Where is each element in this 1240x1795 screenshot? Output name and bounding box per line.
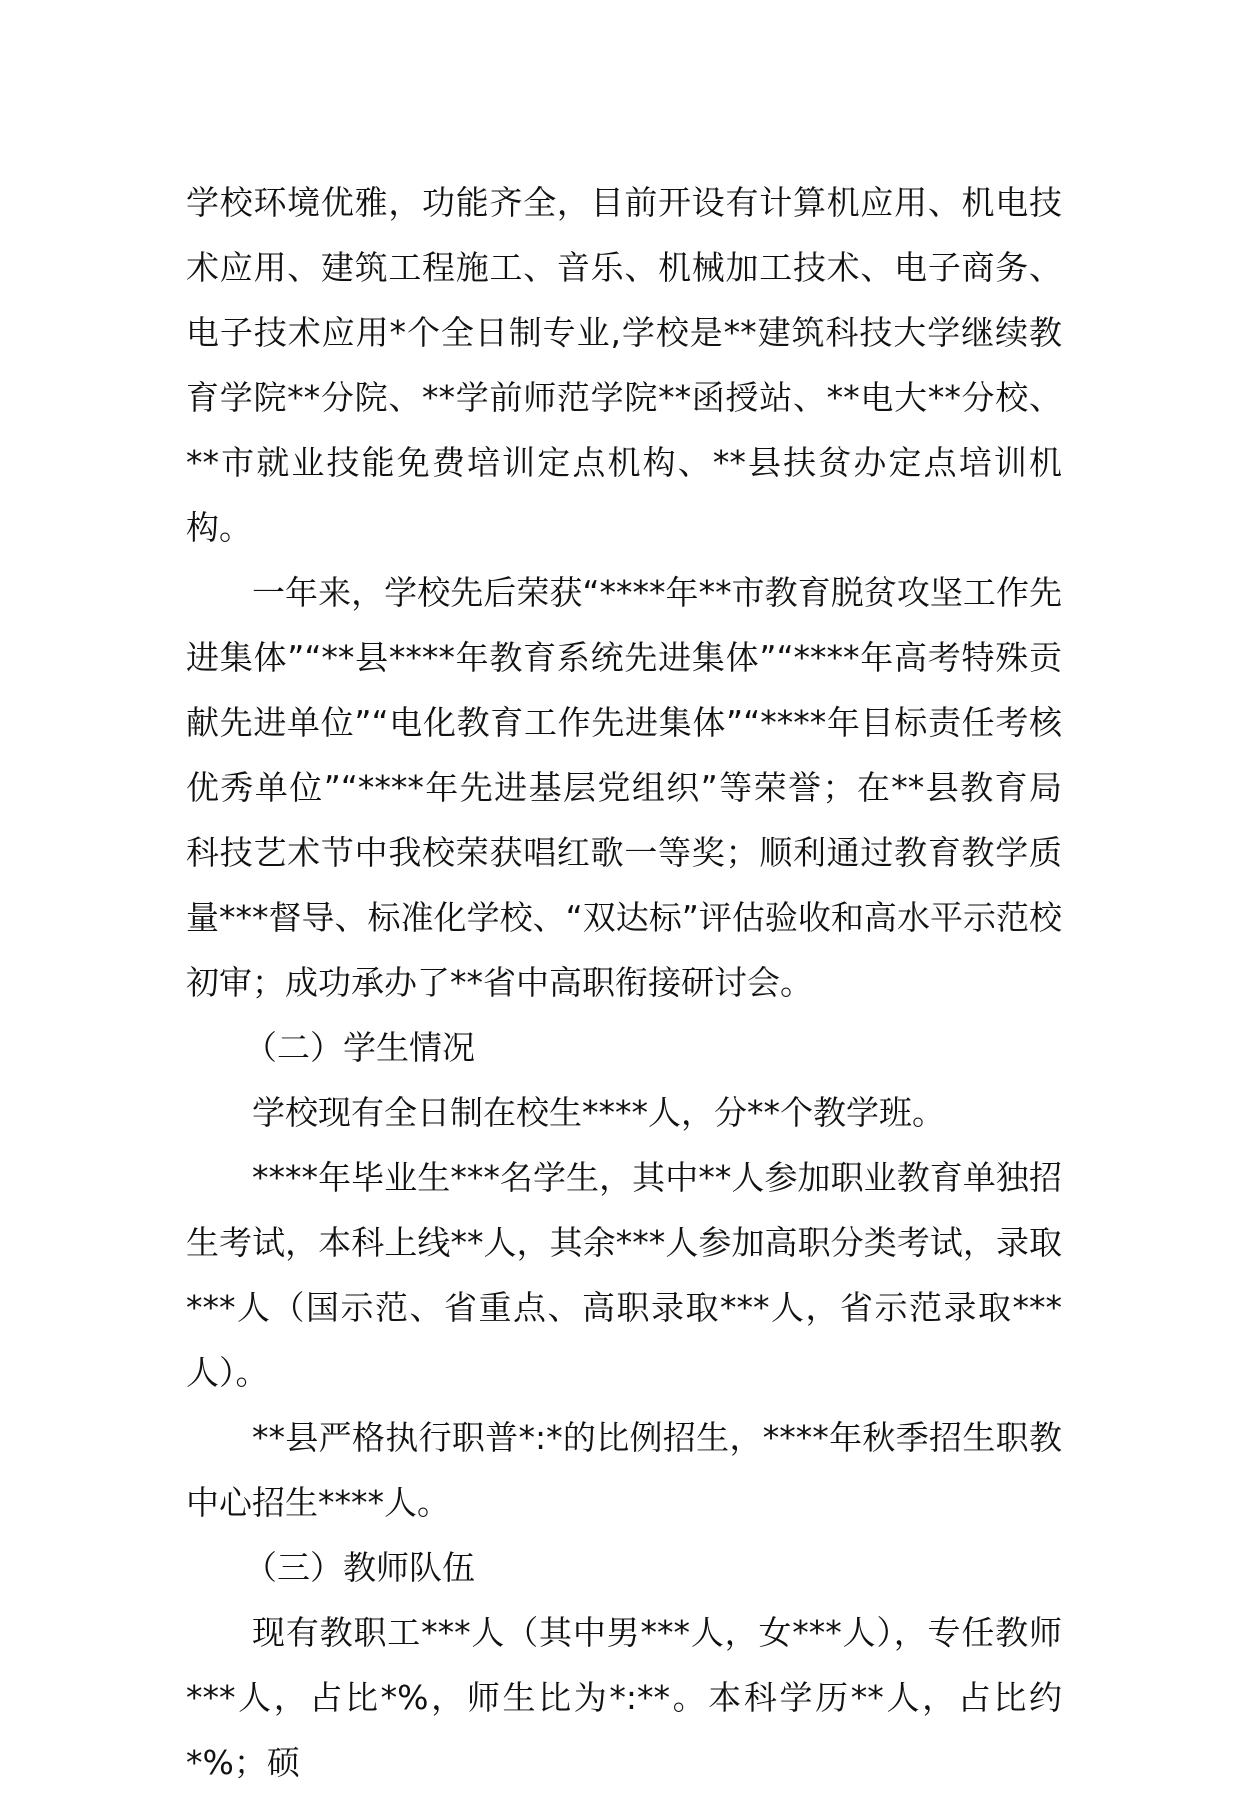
- paragraph-staff: 现有教职工***人（其中男***人，女***人），专任教师***人，占比*%，师生比为*:**。本科学历**人，占比约*%；硕: [186, 1613, 1062, 1782]
- paragraph-enrollment: 学校现有全日制在校生****人，分**个教学班。: [252, 1093, 945, 1132]
- section-heading-students: （二）学生情况: [244, 1028, 475, 1067]
- document-body: [186, 170, 1062, 1795]
- paragraph-admission-ratio: **县严格执行职普*:*的比例招生，****年秋季招生职教中心招生****人。: [186, 1418, 1062, 1522]
- paragraph-school-environment: 学校环境优雅，功能齐全，目前开设有计算机应用、机电技术应用、建筑工程施工、音乐、机械加工技术、电子商务、电子技术应用*个全日制专业,学校是**建筑科技大学继续教育学院**分院、**学前师范学院**函授站、**电大**分校、**市就业技能免费培训定点机构、**县扶贫办定点培训机构。: [186, 183, 1062, 547]
- paragraph-honors: 一年来，学校先后荣获“****年**市教育脱贫攻坚工作先进集体”“**县****年教育系统先进集体”“****年高考特殊贡献先进单位”“电化教育工作先进集体”“****年目标责任考核优秀单位”“****年先进基层党组织”等荣誉；在**县教育局科技艺术节中我校荣获唱红歌一等奖；顺利通过教育教学质量***督导、标准化学校、“双达标”评估验收和高水平示范校初审；成功承办了**省中高职衔接研讨会。: [186, 573, 1062, 1002]
- paragraph-graduates: ****年毕业生***名学生，其中**人参加职业教育单独招生考试，本科上线**人，其余***人参加高职分类考试，录取***人（国示范、省重点、高职录取***人，省示范录取***人）。: [186, 1158, 1062, 1392]
- section-heading-teachers: （三）教师队伍: [244, 1548, 475, 1587]
